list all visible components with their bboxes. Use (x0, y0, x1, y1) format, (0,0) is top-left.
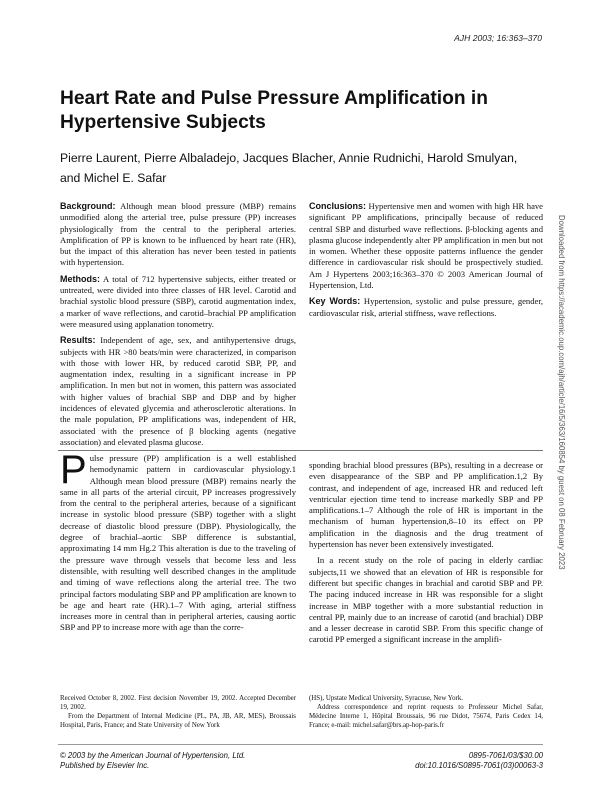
copyright-line-2: Published by Elsevier Inc. (60, 761, 150, 770)
abstract-conclusions (309, 201, 543, 291)
footnote-right (309, 694, 543, 730)
doi-link[interactable]: doi:10.1016/S0895-7061(03)00063-3 (415, 761, 543, 770)
copyright (60, 751, 245, 771)
methods-label: Methods: (60, 273, 100, 284)
results-text: Independent of age, sex, and antihypertensive drugs, subjects with HR >80 beats/min were characterized, in comparison with those with lower HR, by reduced carotid SBP, PP, and augmentation index, resulting in a significant increase in PP amplification. In men but not in women, this pattern was associated with higher values of brachial SBP and DBP and by higher incidences of elevated glycemia and atherosclerotic alterations. In the male population, PP amplifications was, independent of HR, associated with the presence of β blocking agents (negative association) and elevated plasma glucose. (60, 335, 296, 447)
copyright-line-1: © 2003 by the American Journal of Hypertension, Ltd. (60, 751, 246, 760)
received-dates: Received October 8, 2002. First decision November 19, 2002. Accepted December 19, 2002. (60, 695, 296, 712)
drop-cap: P (60, 448, 87, 492)
journal-reference: AJH 2003; 16:363–370 (454, 33, 542, 43)
abstract-results (60, 335, 296, 448)
footnote-left (60, 694, 296, 730)
abstract-methods (60, 274, 296, 330)
keywords-text: Hypertension, systolic and pulse pressure, gender, cardiovascular risk, arterial stiffness, wave reflections. (309, 296, 544, 318)
issn-doi (415, 751, 543, 771)
body-left-column (60, 448, 296, 639)
abstract-keywords (309, 296, 543, 319)
issn: 0895-7061/03/$30.00 (468, 751, 543, 760)
abstract-right-column (309, 201, 543, 324)
download-watermark: Downloaded from https://academic.oup.com/ajh/article/16/5/363/160854 by guest on 08 February 2023 (557, 215, 566, 570)
abstract-background (60, 201, 296, 269)
article-title: Heart Rate and Pulse Pressure Amplification in Hypertensive Subjects (60, 88, 488, 133)
background-label: Background: (60, 201, 116, 211)
correspondence-address: Address correspondence and reprint requests to Professeur Michel Safar, Médecine Interne 1, Hôpital Broussais, 96 rue Didot, 75674, Paris Cedex 14, France; e-mail: michel.safar@brs.ap-hop-paris.fr (309, 704, 543, 730)
abstract-divider (58, 450, 543, 451)
background-text: Although mean blood pressure (MBP) remains unmodified along the arterial tree, pulse pressure (PP) increases physiologically from the central to the peripheral arteries. Amplification of PP is known to be influenced by heart rate (HR), but the impact of this alteration has never been tested in patients with hypertension. (60, 201, 296, 268)
conclusions-label: Conclusions: (309, 201, 367, 211)
intro-paragraph-1: sponding brachial blood pressures (BPs), resulting in a decrease or even disappearance of the SBP and PP amplification.1,2 By contrast, and independent of age, increased HR and reduced left ventricular ejection time tend to increase markedly SBP and PP amplifications.1–7 Although the role of HR is important in the mechanism of human hypertension,8–10 its effect on PP amplification in the diagnosis and the drug treatment of hypertension has never been extensively investigated. (309, 460, 543, 550)
footer-rule (58, 744, 543, 745)
body-right-column (309, 460, 543, 651)
affiliation-continued: (HS), Upstate Medical University, Syracuse, New York. (309, 695, 463, 702)
conclusions-text: Hypertensive men and women with high HR have significant PP amplifications, principally because of reduced central SBP and disturbed wave reflections. β-blocking agents and plasma glucose independently alter PP amplification in men but not in women. Whether these opposite patterns influence the gender difference in cardiovascular risk should be prospectively studied. Am J Hypertens 2003;16:363–370 © 2003 American Journal of Hypertension, Ltd. (309, 201, 543, 291)
keywords-label: Key Words: (309, 296, 361, 307)
intro-paragraph-2: In a recent study on the role of pacing in elderly cardiac subjects,11 we showed that an elevation of HR is responsible for different but specific changes in brachial and carotid SBP and PP. The pacing induced increase in HR was responsible for a slight increase in MBP together with a more substantial reduction in central PP, mainly due to an increase of carotid (and brachial) DBP and a lesser decrease in carotid SBP. From this specific change of carotid PP emerged a significant increase in the amplifi- (309, 555, 543, 645)
abstract-left-column (60, 201, 296, 453)
author-list: Pierre Laurent, Pierre Albaladejo, Jacques Blacher, Annie Rudnichi, Harold Smulyan, and Michel E. Safar (60, 151, 518, 185)
methods-text: A total of 712 hypertensive subjects, either treated or untreated, were divided into three classes of HR level. Carotid and brachial systolic blood pressure (SBP), carotid augmentation index, a marker of wave reflections, and carotid–brachial PP amplification were measured using applanation tonometry. (60, 273, 296, 329)
results-label: Results: (60, 335, 96, 346)
intro-text-left: ulse pressure (PP) amplification is a well established hemodynamic pattern in cardiovascular physiology.1 Although mean blood pressure (MBP) remains nearly the same in all parts of the arterial circuit, PP increases progressively from the central to the peripheral arteries, because of a significant increase in systolic blood pressure (SBP) together with a slight decrease of diastolic blood pressure (DBP). Physiologically, the degree of brachial–aortic SBP difference is substantial, approximating 14 mm Hg.2 This alteration is due to the traveling of the pressure wave through vessels that become less and less distensible, with resulting well described changes in the amplitude and timing of wave reflections along the arterial tree. The two principal factors modulating SBP and PP amplification are known to be age and heart rate (HR).1–7 With aging, arterial stiffness increases more in central than in peripheral arteries, causing aortic SBP and PP to increase more with age than the corre- (60, 453, 296, 633)
affiliation: From the Department of Internal Medicine (PL, PA, JB, AR, MES), Broussais Hospital, Paris, France; and State University of New York (60, 713, 296, 730)
